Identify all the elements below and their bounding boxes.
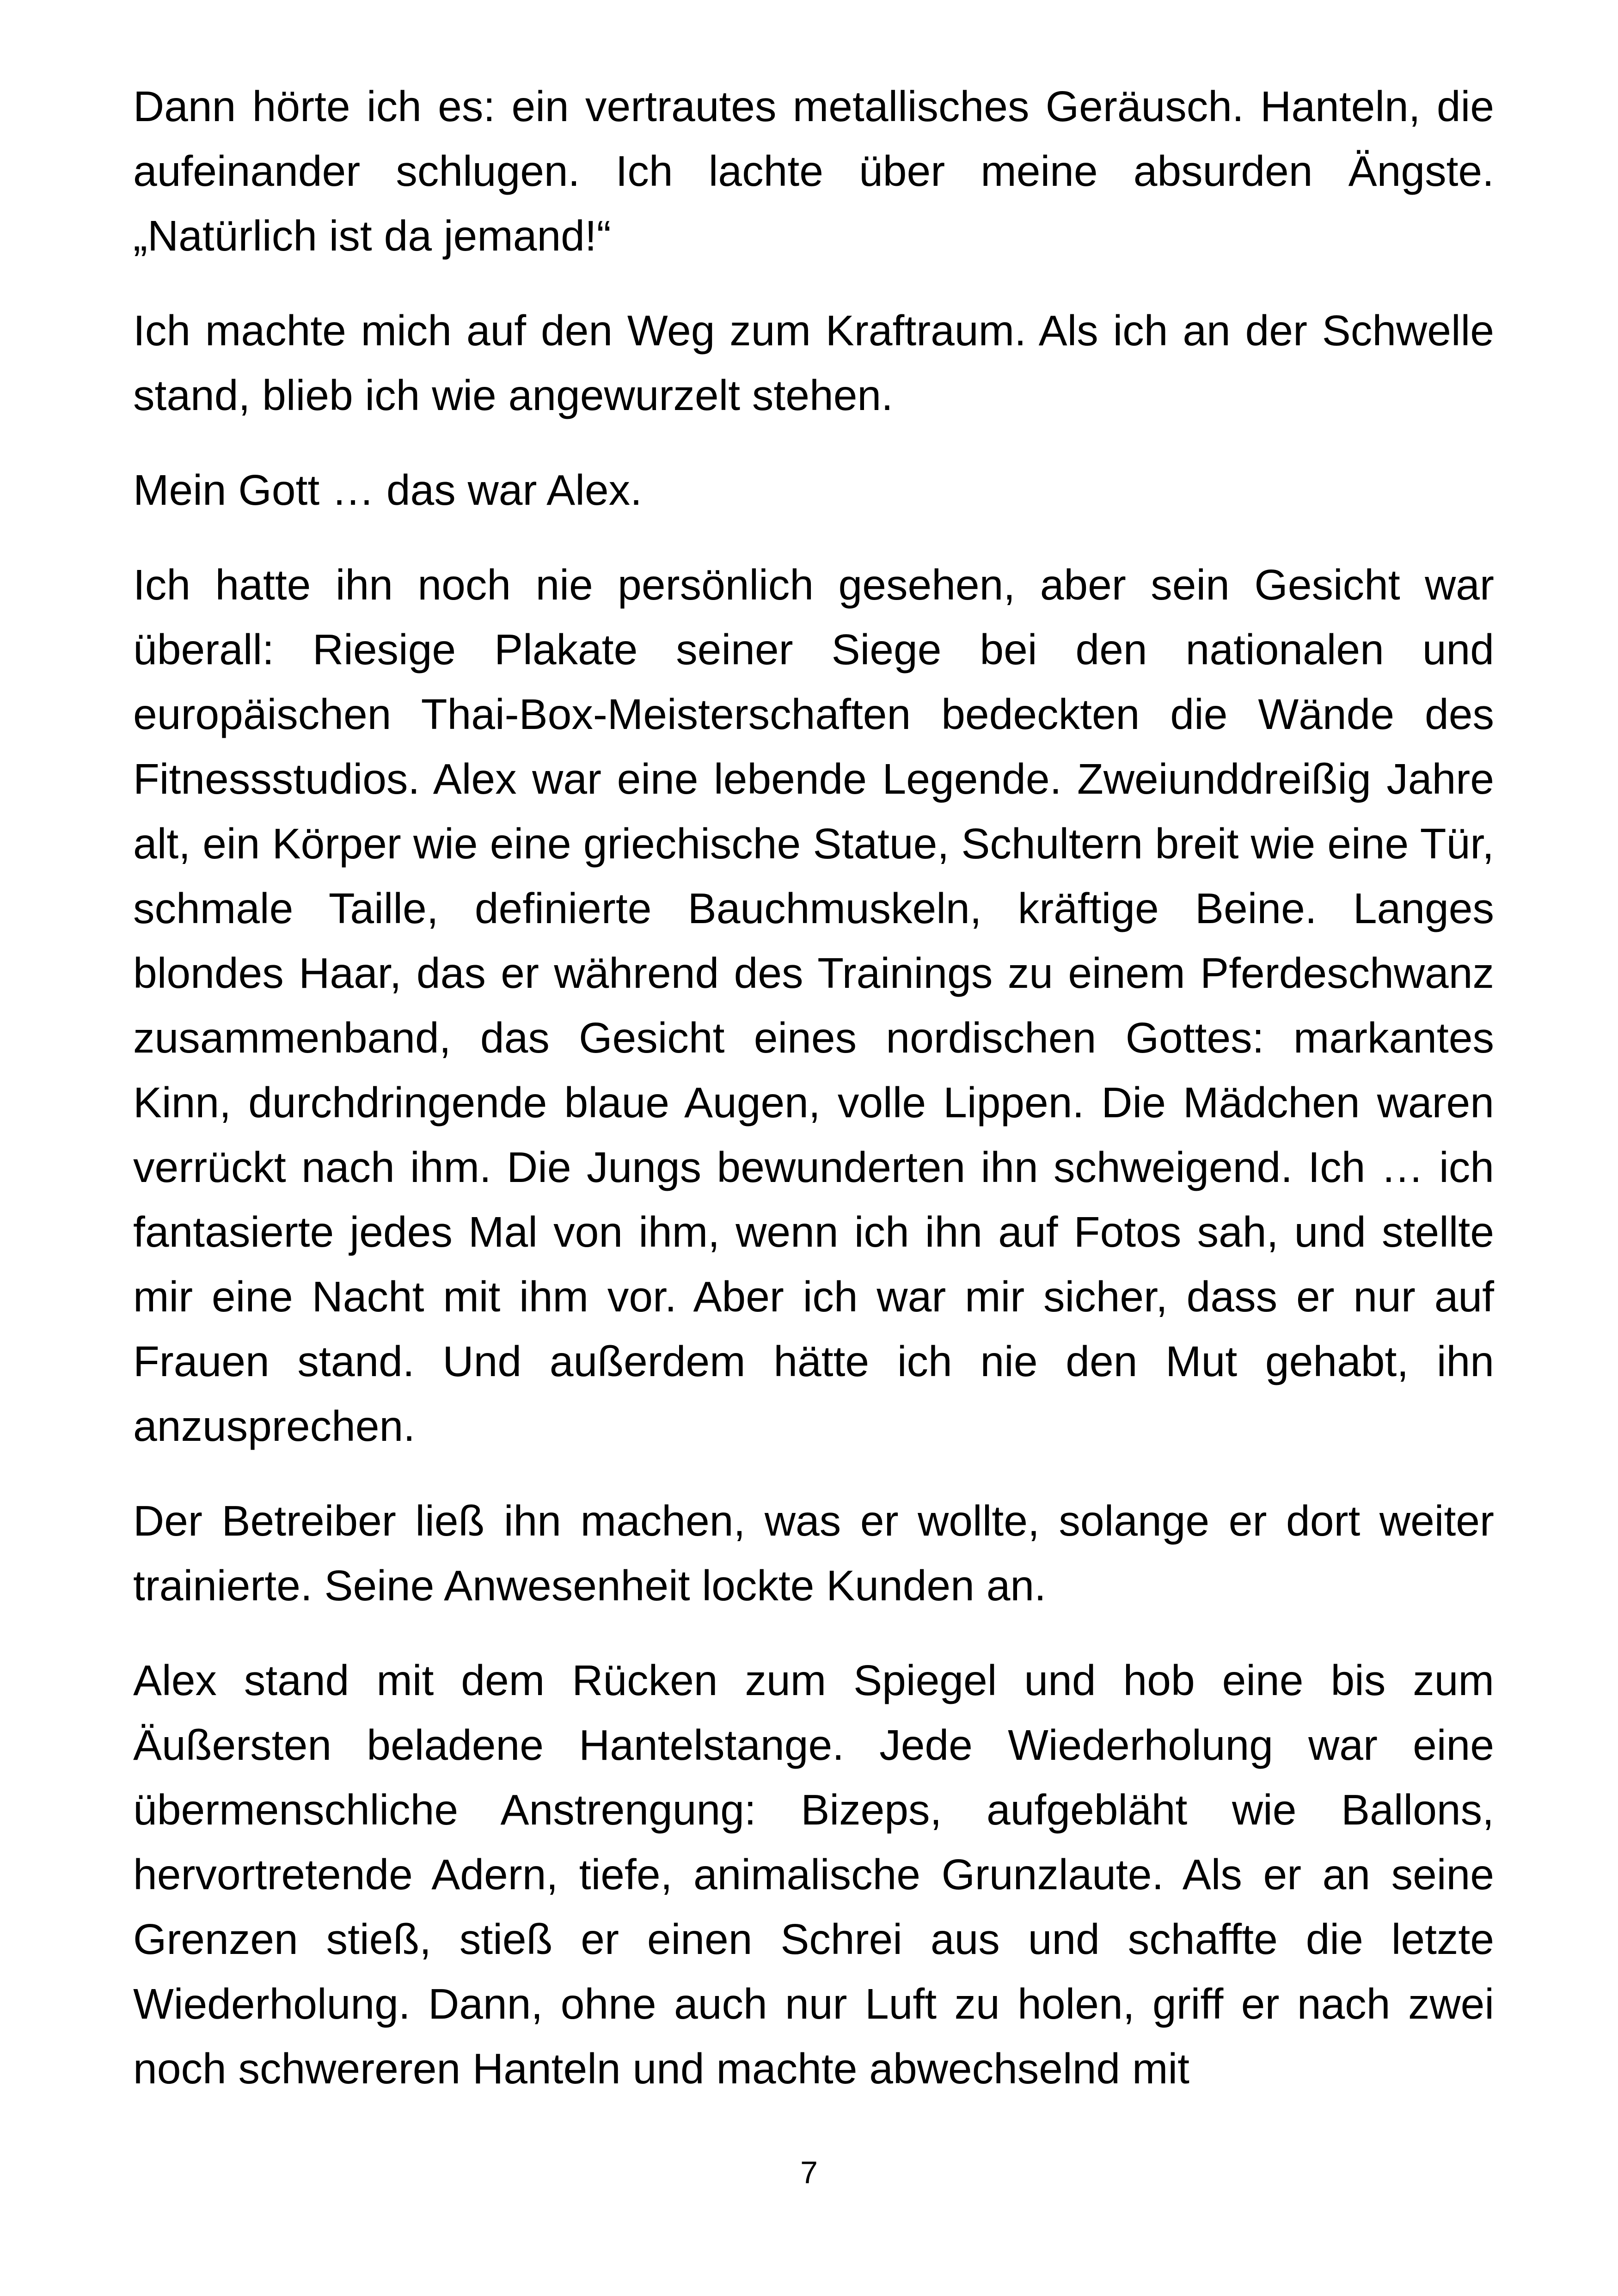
- paragraph: Dann hörte ich es: ein vertrautes metallisches Geräusch. Hanteln, die aufeinander schlugen. Ich lachte über meine absurden Ängste. „Natürlich ist da jemand!“: [133, 82, 1494, 260]
- body-text: [133, 74, 1494, 2131]
- paragraph: Ich hatte ihn noch nie persönlich gesehen, aber sein Gesicht war überall: Riesige Plakate seiner Siege bei den nationalen und europäischen Thai-Box-Meisterschaften bedeckten die Wände des Fitnessstudios. Alex war eine lebende Legende. Zweiunddreißig Jahre alt, ein Körper wie eine griechische Statue, Schultern breit wie eine Tür, schmale Taille, definierte Bauchmuskeln, kräftige Beine. Langes blondes Haar, das er während des Trainings zu einem Pferdeschwanz zusammenband, das Gesicht eines nordischen Gottes: markantes Kinn, durchdringende blaue Augen, volle Lippen. Die Mädchen waren verrückt nach ihm. Die Jungs bewunderten ihn schweigend. Ich … ich fantasierte jedes Mal von ihm, wenn ich ihn auf Fotos sah, und stellte mir eine Nacht mit ihm vor. Aber ich war mir sicher, dass er nur auf Frauen stand. Und außerdem hätte ich nie den Mut gehabt, ihn anzusprechen.: [133, 561, 1494, 1450]
- paragraph: Ich machte mich auf den Weg zum Kraftraum. Als ich an der Schwelle stand, blieb ich wie angewurzelt stehen.: [133, 306, 1494, 419]
- paragraph: Mein Gott … das war Alex.: [133, 466, 642, 514]
- paragraph: Alex stand mit dem Rücken zum Spiegel und hob eine bis zum Äußersten beladene Hantelstange. Jede Wiederholung war eine übermenschliche Anstrengung: Bizeps, aufgebläht wie Ballons, hervortretende Adern, tiefe, animalische Grunzlaute. Als er an seine Grenzen stieß, stieß er einen Schrei aus und schaffte die letzte Wiederholung. Dann, ohne auch nur Luft zu holen, griff er nach zwei noch schwereren Hanteln und machte abwechselnd mit: [133, 1656, 1494, 2093]
- paragraph: Der Betreiber ließ ihn machen, was er wollte, solange er dort weiter trainierte. Seine Anwesenheit lockte Kunden an.: [133, 1497, 1494, 1610]
- page-number: 7: [800, 2155, 818, 2190]
